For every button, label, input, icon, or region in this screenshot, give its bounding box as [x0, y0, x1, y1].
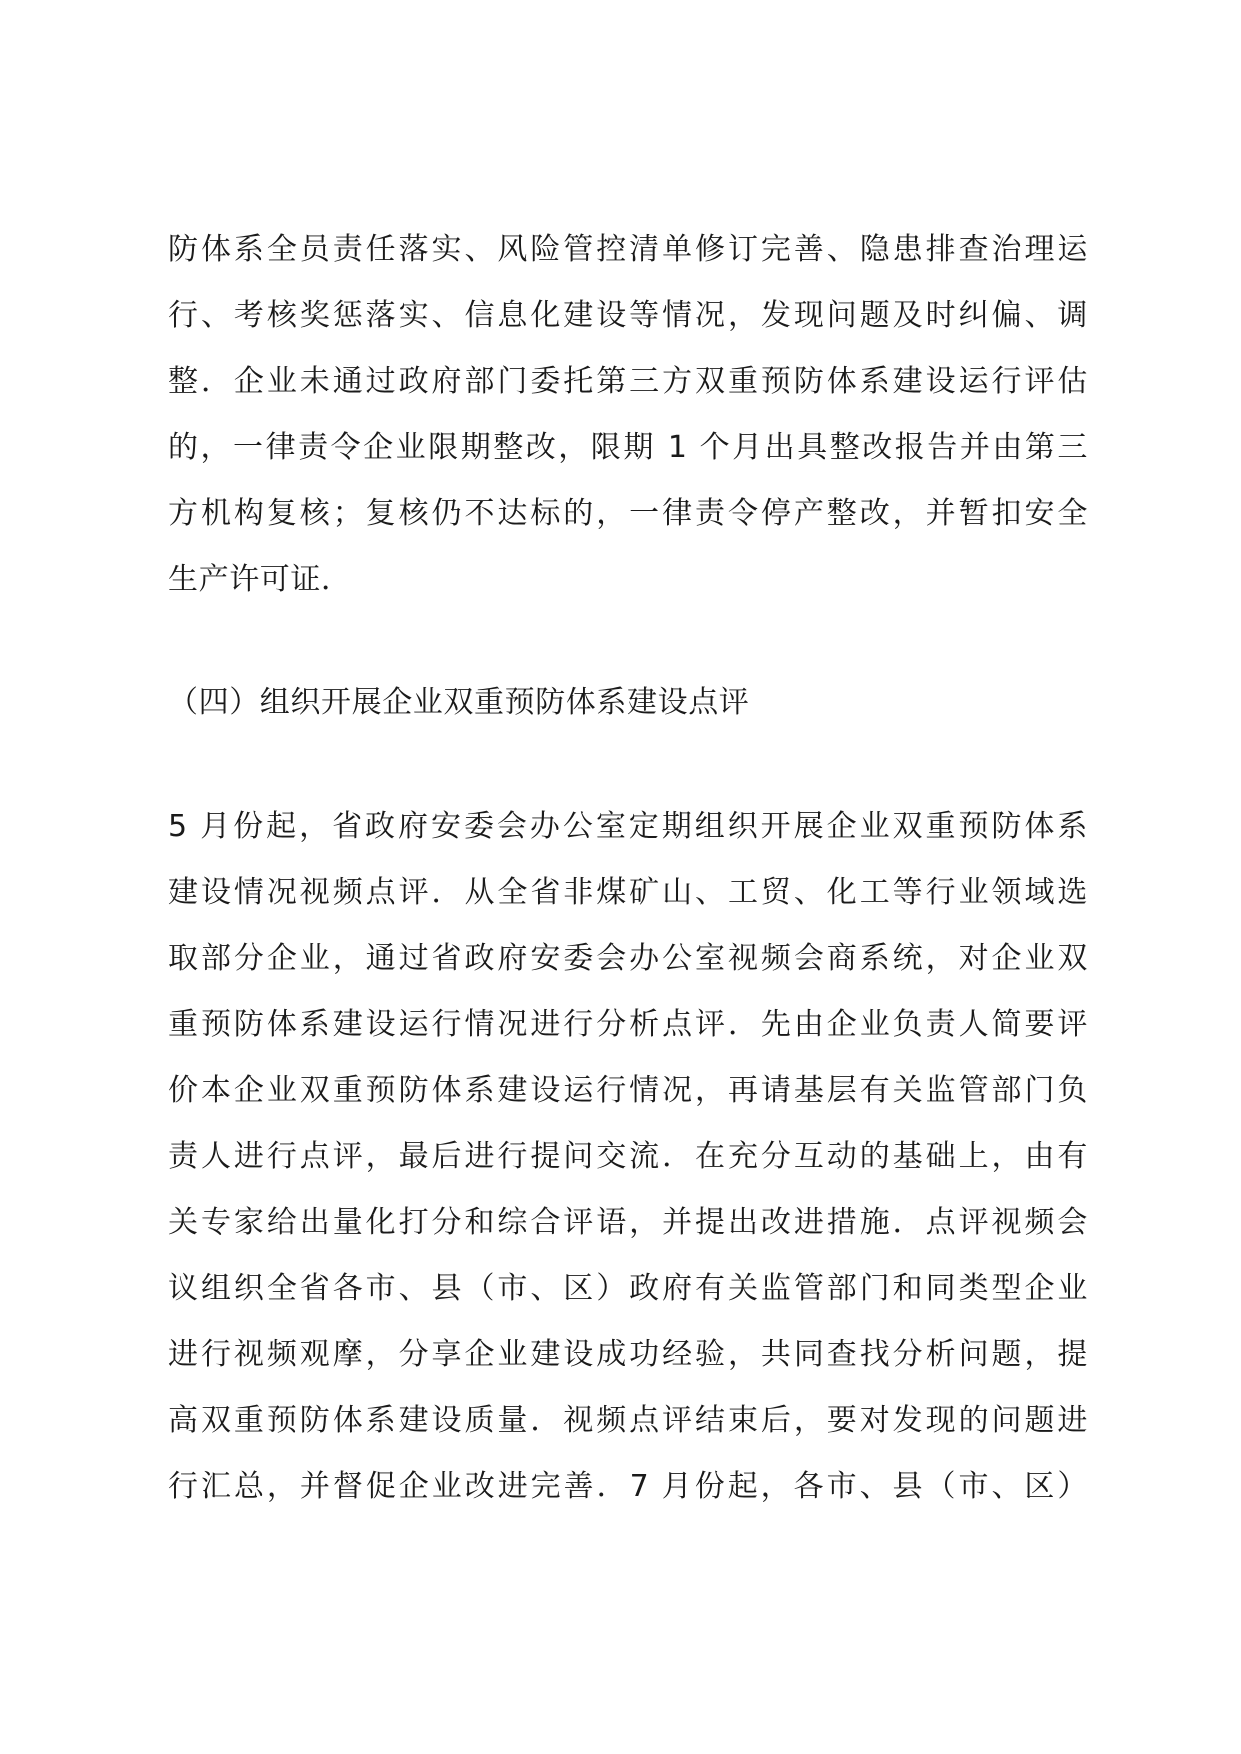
section-heading-text: （四）组织开展企业双重预防体系建设点评	[168, 685, 750, 720]
text-line: 高双重预防体系建设质量．视频点评结束后，要对发现的问题进	[168, 1403, 1088, 1438]
text-line: 防体系全员责任落实、风险管控清单修订完善、隐患排查治理运	[168, 232, 1088, 267]
text-line: 方机构复核；复核仍不达标的，一律责令停产整改，并暂扣安全	[168, 496, 1088, 531]
text-line: 议组织全省各市、县（市、区）政府有关监管部门和同类型企业	[168, 1271, 1088, 1306]
text-line: 责人进行点评，最后进行提问交流．在充分互动的基础上，由有	[168, 1139, 1088, 1174]
text-line: 整．企业未通过政府部门委托第三方双重预防体系建设运行评估	[168, 364, 1088, 399]
text-line: 价本企业双重预防体系建设运行情况，再请基层有关监管部门负	[168, 1073, 1088, 1108]
text-line: 重预防体系建设运行情况进行分析点评．先由企业负责人简要评	[168, 1007, 1088, 1042]
text-line: 生产许可证．	[168, 562, 352, 597]
text-line: 取部分企业，通过省政府安委会办公室视频会商系统，对企业双	[168, 941, 1088, 976]
text-line: 进行视频观摩，分享企业建设成功经验，共同查找分析问题，提	[168, 1337, 1088, 1372]
text-line: 建设情况视频点评．从全省非煤矿山、工贸、化工等行业领域选	[168, 875, 1088, 910]
text-line: 的，一律责令企业限期整改，限期 1 个月出具整改报告并由第三	[168, 430, 1088, 465]
text-line: 关专家给出量化打分和综合评语，并提出改进措施．点评视频会	[168, 1205, 1088, 1240]
text-line: 5 月份起，省政府安委会办公室定期组织开展企业双重预防体系	[168, 809, 1088, 844]
text-line: 行汇总，并督促企业改进完善．7 月份起，各市、县（市、区）	[168, 1469, 1088, 1504]
text-line: 行、考核奖惩落实、信息化建设等情况，发现问题及时纠偏、调	[168, 298, 1088, 333]
